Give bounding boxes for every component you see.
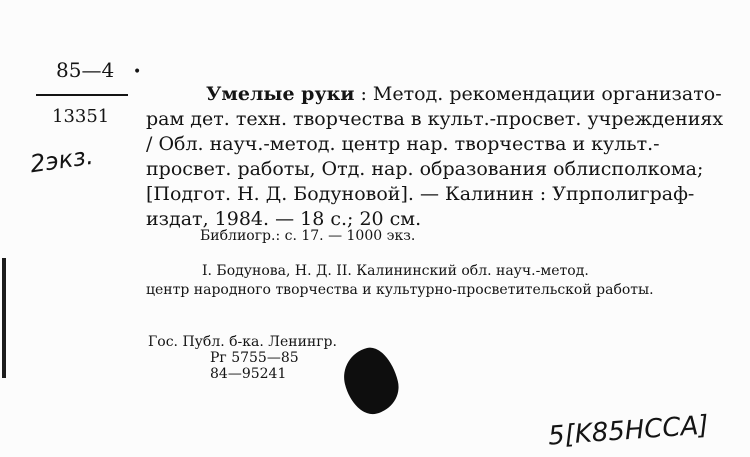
entry-line: / Обл. науч.-метод. центр нар. творчества и культ.- <box>146 133 660 155</box>
stamp-accession-number: 84—95241 <box>210 366 287 382</box>
pencil-tick-mark: • <box>133 64 142 80</box>
tracing-line: I. Бодунова, Н. Д. II. Калининский обл. науч.-метод. <box>202 263 589 279</box>
handwritten-shelf-mark: 5[K85HCCA] <box>547 410 710 452</box>
entry-line: издат, 1984. — 18 с.; 20 см. <box>146 208 422 230</box>
entry-line: просвет. работы, Отд. нар. образования облисполкома; <box>146 158 704 180</box>
entry-line: [Подгот. Н. Д. Бодуновой]. — Калинин : Упрполиграф- <box>146 183 695 205</box>
bibliography-note: Библиогр.: с. 17. — 1000 экз. <box>200 228 416 244</box>
stamp-registration-number: Рг 5755—85 <box>210 350 299 366</box>
entry-title-rest: : Метод. рекомендации организато- <box>354 83 722 105</box>
handwritten-copies-note: 2экз. <box>28 141 95 179</box>
ink-blot <box>338 343 404 420</box>
stamp-library-name: Гос. Публ. б-ка. Ленингр. <box>148 334 337 350</box>
call-number-bottom: 13351 <box>52 106 110 127</box>
entry-line: рам дет. техн. творчества в культ.-просвет. учреждениях <box>146 108 724 130</box>
edge-mark <box>2 258 6 378</box>
bibliographic-entry <box>146 82 750 232</box>
entry-title: Умелые руки <box>206 83 355 105</box>
entry-first-line <box>146 82 750 107</box>
tracing-line: центр народного творчества и культурно-просветительской работы. <box>146 282 654 298</box>
subject-tracings <box>146 262 750 300</box>
library-stamp <box>148 334 337 382</box>
call-number-top: 85—4 <box>56 58 115 82</box>
call-number-divider <box>36 94 128 96</box>
